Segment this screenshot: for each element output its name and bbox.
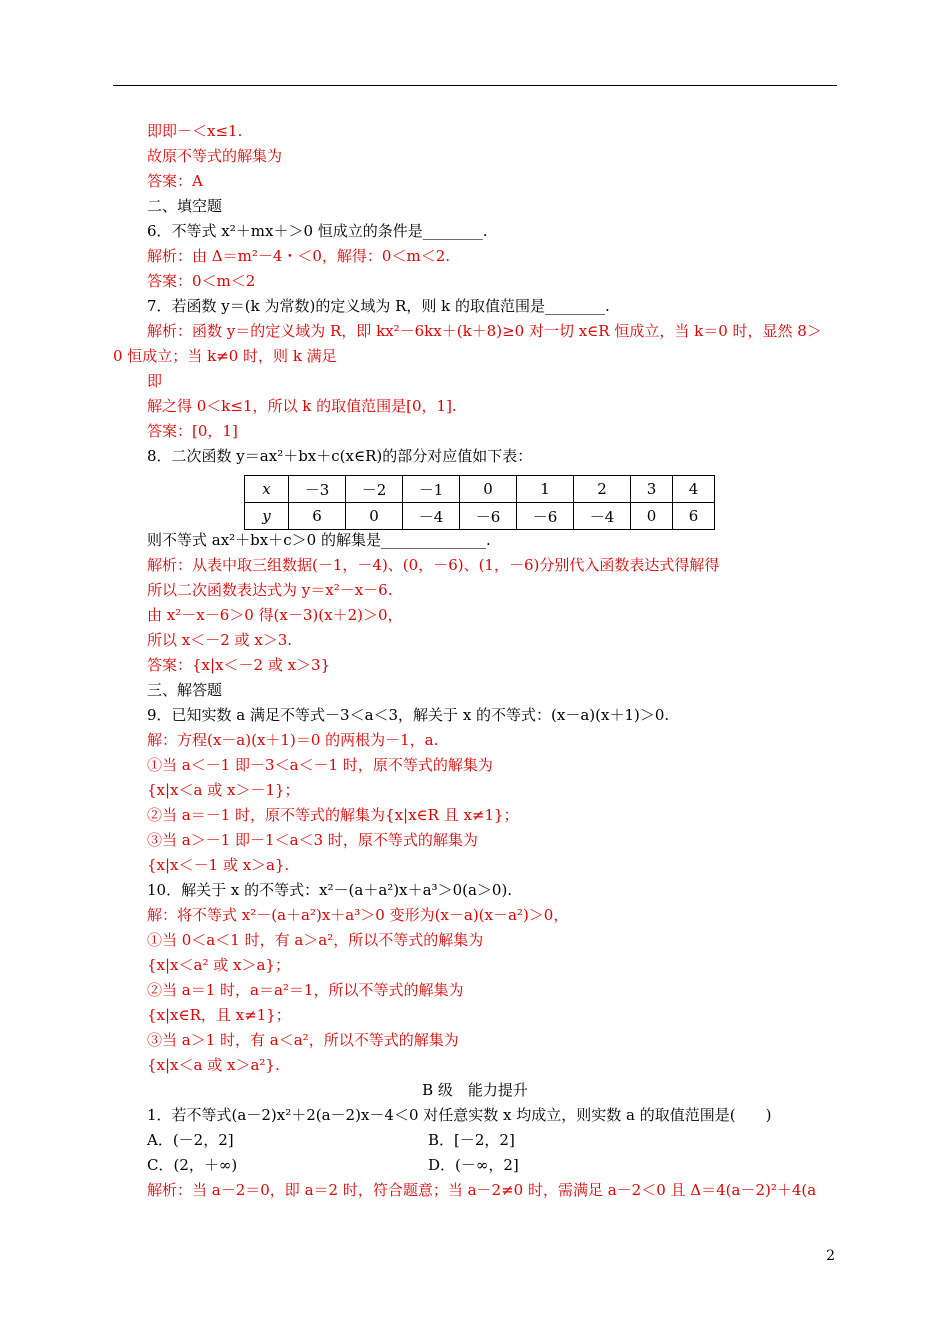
header-rule (113, 85, 837, 86)
solution-line: ②当 a＝－1 时，原不等式的解集为{x|x∈R 且 x≠1}； (147, 806, 519, 824)
table-cell: 1 (517, 476, 574, 503)
table-cell: 0 (631, 503, 673, 530)
solution-line: 即 (147, 372, 163, 390)
option-d: D．(－∞，2] (428, 1156, 519, 1174)
solution-line: {x|x＜－1 或 x＞a}. (147, 856, 290, 874)
table-cell: 4 (673, 476, 715, 503)
table-cell: －4 (403, 503, 460, 530)
table-cell: －4 (574, 503, 631, 530)
value-table (244, 475, 715, 530)
table-cell: －2 (346, 476, 403, 503)
question-10: 10．解关于 x 的不等式：x²－(a＋a²)x＋a³＞0(a＞0). (147, 881, 513, 899)
solution-line: ③当 a＞－1 即－1＜a＜3 时，原不等式的解集为 (147, 831, 478, 849)
solution-line: 由 x²－x－6＞0 得(x－3)(x＋2)＞0， (147, 606, 403, 624)
table-cell: －6 (517, 503, 574, 530)
text-line: 即即－＜x≤1. (147, 122, 243, 140)
table-cell: 3 (631, 476, 673, 503)
table-row-x (245, 476, 715, 503)
table-cell: －3 (289, 476, 346, 503)
solution-line: {x|x＜a 或 x＞a²}. (147, 1056, 280, 1074)
table-header-x: x (245, 476, 289, 503)
solution-line: ③当 a＞1 时，有 a＜a²，所以不等式的解集为 (147, 1031, 459, 1049)
option-b: B．[－2，2] (428, 1131, 515, 1149)
solution-line: 解：方程(x－a)(x＋1)＝0 的两根为－1，a. (147, 731, 439, 749)
table-cell: －1 (403, 476, 460, 503)
table-cell: 6 (673, 503, 715, 530)
solution-line: 解析：由 Δ＝m²－4・＜0，解得：0＜m＜2. (147, 247, 451, 265)
solution-line: 所以二次函数表达式为 y＝x²－x－6. (147, 581, 393, 599)
question-7: 7．若函数 y＝(k 为常数)的定义域为 R，则 k 的取值范围是________. (147, 297, 610, 315)
question-6: 6．不等式 x²＋mx＋＞0 恒成立的条件是________. (147, 222, 488, 240)
question-9: 9．已知实数 a 满足不等式－3＜a＜3，解关于 x 的不等式：(x－a)(x＋1)＞0. (147, 706, 670, 724)
solution-line: 解析：当 a－2＝0，即 a＝2 时，符合题意；当 a－2≠0 时，需满足 a－2＜0 且 Δ＝4(a－2)²＋4(a (147, 1181, 817, 1199)
table-cell: 6 (289, 503, 346, 530)
table-cell: 0 (460, 476, 517, 503)
question-b1: 1．若不等式(a－2)x²＋2(a－2)x－4＜0 对任意实数 x 均成立，则实数 a 的取值范围是( ) (147, 1106, 772, 1124)
section-heading: 三、解答题 (147, 681, 223, 699)
table-header-y: y (245, 503, 289, 530)
answer-line: 答案：0＜m＜2 (147, 272, 256, 290)
table-row-y (245, 503, 715, 530)
table-cell: －6 (460, 503, 517, 530)
option-a: A．(－2，2] (147, 1131, 234, 1149)
section-heading: 二、填空题 (147, 197, 223, 215)
question-8: 8．二次函数 y＝ax²＋bx＋c(x∈R)的部分对应值如下表： (147, 447, 533, 465)
table-cell: 0 (346, 503, 403, 530)
solution-line: 解析：从表中取三组数据(－1，－4)、(0，－6)、(1，－6)分别代入函数表达式得解得 (147, 556, 720, 574)
section-title-b-level: B 级 能力提升 (422, 1081, 528, 1099)
page-number: 2 (826, 1248, 835, 1264)
solution-line: 解：将不等式 x²－(a＋a²)x＋a³＞0 变形为(x－a)(x－a²)＞0， (147, 906, 569, 924)
solution-line: 所以 x＜－2 或 x＞3. (147, 631, 293, 649)
solution-line: {x|x＜a 或 x＞－1}； (147, 781, 300, 799)
text-line: 故原不等式的解集为 (147, 147, 283, 165)
solution-line: {x|x∈R，且 x≠1}； (147, 1006, 291, 1024)
question-8-continued: 则不等式 ax²＋bx＋c＞0 的解集是______________. (147, 531, 491, 549)
solution-line: {x|x＜a² 或 x＞a}； (147, 956, 290, 974)
answer-line: 答案：A (147, 172, 203, 190)
option-c: C．(2，＋∞) (147, 1156, 238, 1174)
answer-line: 答案：[0，1] (147, 422, 238, 440)
solution-line: 解析：函数 y＝的定义域为 R，即 kx²－6kx＋(k＋8)≥0 对一切 x∈R 恒成立，当 k＝0 时，显然 8＞ (147, 322, 822, 340)
solution-line: ①当 a＜－1 即－3＜a＜－1 时，原不等式的解集为 (147, 756, 493, 774)
solution-line: ②当 a＝1 时，a＝a²＝1，所以不等式的解集为 (147, 981, 464, 999)
answer-line: 答案：{x|x＜－2 或 x＞3} (147, 656, 331, 674)
solution-line: 解之得 0＜k≤1，所以 k 的取值范围是[0，1]. (147, 397, 457, 415)
solution-line: 0 恒成立；当 k≠0 时，则 k 满足 (113, 347, 337, 365)
solution-line: ①当 0＜a＜1 时，有 a＞a²，所以不等式的解集为 (147, 931, 484, 949)
table-cell: 2 (574, 476, 631, 503)
